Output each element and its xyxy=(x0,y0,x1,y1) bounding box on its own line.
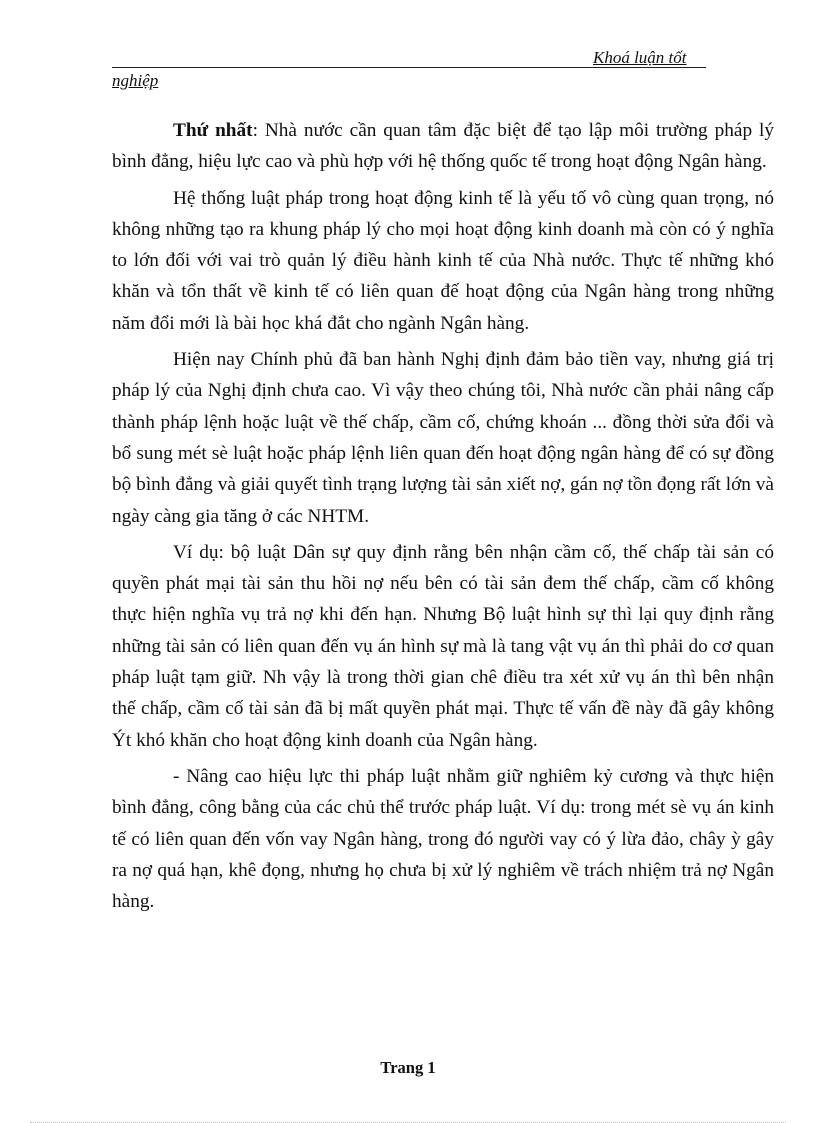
paragraph-text: - Nâng cao hiệu lực thi pháp luật nhằm giữ nghiêm kỷ cương và thực hiện bình đẳng, công bằng của các chủ thể trước pháp luật. Ví dụ: trong mét sè vụ án kinh tế có liên quan đến vốn vay Ngân hàng, trong đó người vay có ý lừa đảo, chây ỳ gây ra nợ quá hạn, khê đọng, nhưng họ chưa bị xử lý nghiêm về trách nhiệm trả nợ Ngân hàng. xyxy=(112,765,774,913)
paragraph-text: : Nhà nước cần quan tâm đặc biệt để tạo lập môi trường pháp lý bình đẳng, hiệu lực cao và phù hợp với hệ thống quốc tế trong hoạt động Ngân hàng. xyxy=(112,120,774,173)
header-title-continued: nghiệp xyxy=(112,71,159,90)
paragraph xyxy=(112,344,774,532)
paragraph xyxy=(112,183,774,339)
header-title: Khoá luận tốt xyxy=(593,48,687,67)
paragraph xyxy=(112,761,774,917)
paragraph xyxy=(112,537,774,756)
paragraph-text: Ví dụ: bộ luật Dân sự quy định rằng bên nhận cầm cố, thế chấp tài sản có quyền phát mại tài sản thu hồi nợ nếu bên có tài sản đem thế chấp, cầm cố không thực hiện nghĩa vụ trả nợ khi đến hạn. Nhưng Bộ luật hình sự thì lại quy định rằng những tài sản có liên quan đến vụ án hình sự mà là tang vật vụ án thì phải do cơ quan pháp luật tạm giữ. Nh vậy là trong thời gian chê điều tra xét xử vụ án thì bên nhận thế chấp, cầm cố tài sản đã bị mất quyền phát mại. Thực tế vấn đề này đã gây không Ýt khó khăn cho hoạt động kinh doanh của Ngân hàng. xyxy=(112,541,774,751)
paragraph-text: Hiện nay Chính phủ đã ban hành Nghị định đảm bảo tiền vay, nhưng giá trị pháp lý của Nghị định chưa cao. Vì vậy theo chúng tôi, Nhà nước cần phải nâng cấp thành pháp lệnh hoặc luật về thế chấp, cầm cố, chứng khoán ... đồng thời sửa đổi và bổ sung mét sè luật hoặc pháp lệnh liên quan đến hoạt động ngân hàng để có sự đồng bộ bình đẳng và giải quyết tình trạng lượng tài sản xiết nợ, gán nợ tồn đọng rất lớn và ngày càng gia tăng ở các NHTM. xyxy=(112,349,774,527)
paragraph-text: Hệ thống luật pháp trong hoạt động kinh tế là yếu tố vô cùng quan trọng, nó không những tạo ra khung pháp lý cho mọi hoạt động kinh doanh mà còn có ý nghĩa to lớn đối với vai trò quản lý điều hành kinh tế của Nhà nước. Thực tế những khó khăn và tổn thất về kinh tế có liên quan đế hoạt động của Ngân hàng trong những năm đổi mới là bài học khá đắt cho ngành Ngân hàng. xyxy=(112,187,774,334)
page-number: Trang 1 xyxy=(380,1058,436,1077)
paragraph-lead: Thứ nhất xyxy=(173,120,253,141)
document-body xyxy=(112,115,774,922)
paragraph xyxy=(112,115,774,178)
